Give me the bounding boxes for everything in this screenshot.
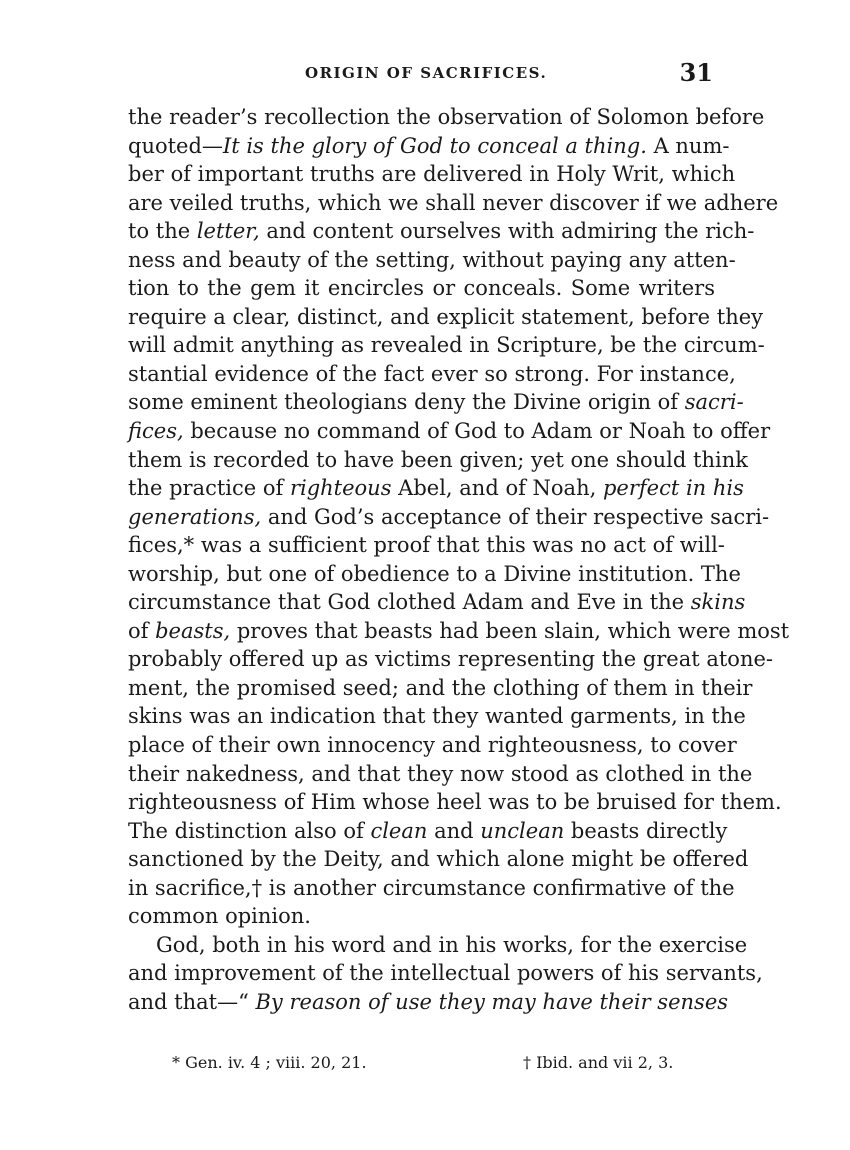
text-line [128,274,715,303]
text-run: and God’s acceptance of their respective sacri- [261,504,770,529]
text-run: are veiled truths, which we shall never discover if we adhere [128,190,779,215]
italic-text: unclean [480,818,565,843]
text-line [128,246,736,275]
page-header [128,58,713,92]
text-run: because no command of God to Adam or Noah to offer [183,419,771,444]
text-run: place of their own innocency and righteousness, to cover [128,733,737,758]
text-run: to the [128,219,197,244]
text-run: A num- [646,133,730,158]
text-line [128,959,763,988]
text-line [128,760,753,789]
text-line [128,731,737,760]
text-run: beasts directly [564,818,728,843]
text-line [128,674,753,703]
text-line [128,446,748,475]
italic-text: righteous [289,476,392,501]
text-run: ment, the promised seed; and the clothing of them in their [128,675,753,700]
text-line [128,560,741,589]
italic-text: By reason of use they may have their senses [255,989,729,1014]
text-line [128,503,770,532]
text-run: will admit anything as revealed in Scripture, be the circum- [128,333,765,358]
text-line [128,331,765,360]
text-run: circumstance that God clothed Adam and Eve in the [128,590,691,615]
italic-text: fices, [128,419,184,444]
text-run: The distinction also of [128,818,371,843]
text-line [128,217,755,246]
text-run: their nakedness, and that they now stood as clothed in the [128,761,753,786]
text-run: God, both in his word and in his works, for the exercise [156,932,748,957]
text-run: worship, but one of obedience to a Divine institution. The [128,561,741,586]
text-line [128,103,765,132]
text-run: some eminent theologians deny the Divine origin of [128,390,685,415]
italic-text: clean [370,818,428,843]
text-line [128,902,715,931]
text-line [128,617,790,646]
text-run: probably offered up as victims representing the great atone- [128,647,774,672]
text-run: quoted— [128,133,223,158]
text-line [128,988,729,1017]
text-line [128,788,782,817]
text-line [128,189,779,218]
text-run: sanctioned by the Deity, and which alone might be offered [128,847,749,872]
italic-text: sacri- [684,390,744,415]
text-run: common opinion. [128,904,311,929]
italic-text: perfect in his [602,476,744,501]
text-line [128,303,764,332]
footnotes [128,1053,715,1081]
text-line [128,417,771,446]
text-line [128,817,728,846]
text-run: the reader’s recollection the observation of Solomon before [128,105,765,129]
text-line [128,845,749,874]
text-line [128,874,735,903]
text-run: proves that beasts had been slain, which were most [230,618,790,643]
footnote-1: * Gen. iv. 4 ; viii. 20, 21. [172,1053,367,1072]
text-line [128,132,730,161]
text-run: Abel, and of Noah, [391,476,603,501]
text-run: and content ourselves with admiring the rich- [259,219,755,244]
text-run: ber of important truths are delivered in Holy Writ, which [128,162,736,187]
italic-text: beasts, [155,618,231,643]
body-text [128,103,790,1017]
text-run: in sacrifice,† is another circumstance confirmative of the [128,875,735,900]
text-run: skins was an indication that they wanted garments, in the [128,704,746,729]
text-run: righteousness of Him whose heel was to be bruised for them. [128,790,782,815]
text-run: fices,* was a sufficient proof that this was no act of will- [128,533,725,558]
page-number: 31 [679,58,713,87]
text-run: tion to the gem it encircles or conceals. Some writers [128,276,715,301]
text-line [128,588,746,617]
text-run: them is recorded to have been given; yet one should think [128,447,748,472]
italic-text: It is the glory of God to conceal a thing. [222,133,647,158]
text-run: and [427,818,481,843]
text-line [128,931,748,960]
text-run: ness and beauty of the setting, without paying any atten- [128,247,736,272]
text-line [128,474,744,503]
text-line [128,360,736,389]
italic-text: generations, [128,504,262,529]
footnote-2: † Ibid. and vii 2, 3. [523,1053,674,1072]
text-run: the practice of [128,476,290,501]
text-run: of [128,618,156,643]
italic-text: skins [690,590,746,615]
text-run: stantial evidence of the fact ever so strong. For instance, [128,361,736,386]
text-line [128,645,774,674]
text-run: and that—“ [128,989,256,1014]
text-line [128,388,744,417]
text-run: require a clear, distinct, and explicit statement, before they [128,304,764,329]
text-line [128,702,746,731]
text-line [128,531,725,560]
text-line [128,160,736,189]
italic-text: letter, [196,219,260,244]
text-run: and improvement of the intellectual powers of his servants, [128,961,763,986]
running-title: ORIGIN OF SACRIFICES. [305,64,548,82]
